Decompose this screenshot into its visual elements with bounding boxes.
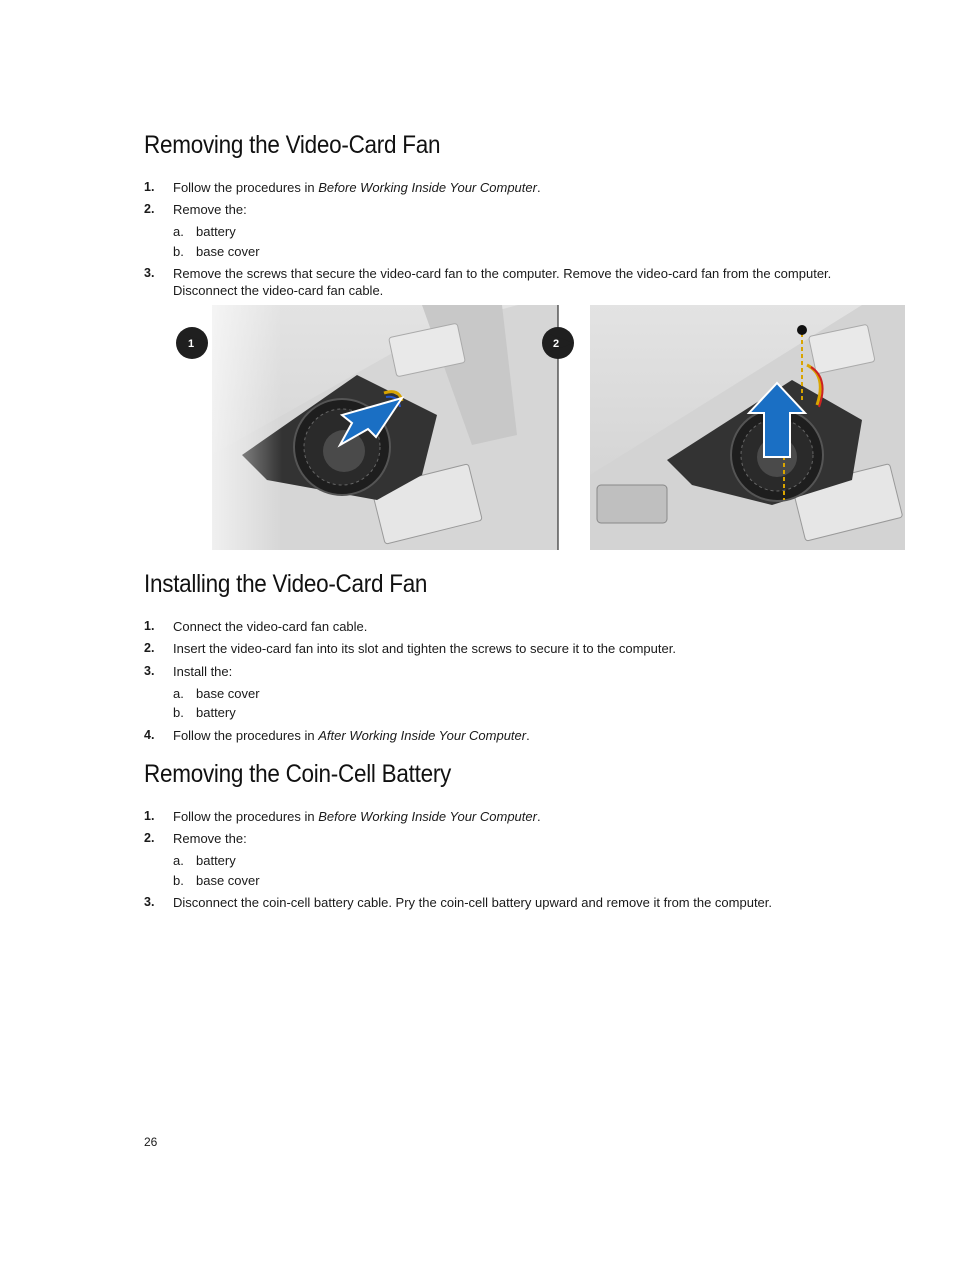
page-number: 26 xyxy=(144,1135,158,1149)
link-after-working-inside[interactable]: After Working Inside Your Computer xyxy=(318,728,527,743)
step-text: Insert the video-card fan into its slot and tighten the screws to secure it to the computer. xyxy=(173,641,676,656)
step-number: 2. xyxy=(144,641,155,655)
step-text xyxy=(173,727,863,744)
sub-item-letter: b. xyxy=(173,705,184,720)
fan-removal-illustration xyxy=(172,305,905,550)
step-text-prefix: Follow the procedures in xyxy=(173,809,319,824)
sub-item-letter: a. xyxy=(173,853,184,868)
panel-2-fan-lift xyxy=(542,305,905,550)
sub-item-letter: b. xyxy=(173,244,184,259)
step-text: Install the: xyxy=(173,664,233,679)
step-text-suffix: . xyxy=(526,728,530,743)
step-number: 1. xyxy=(144,180,155,194)
panel-1-fan-cable xyxy=(172,305,558,550)
step-text-line: Disconnect the video-card fan cable. xyxy=(173,283,384,298)
step-number: 3. xyxy=(144,266,155,280)
step-text: Remove the: xyxy=(173,831,247,846)
sub-item-text: battery xyxy=(196,705,236,720)
sub-item-text: battery xyxy=(196,224,236,239)
link-before-working-inside[interactable]: Before Working Inside Your Computer xyxy=(318,809,537,824)
step-text-suffix: . xyxy=(536,180,541,195)
step-text-line: Remove the screws that secure the video-card fan to the computer. Remove the video-card fan from the computer. xyxy=(173,266,832,281)
callout-2-icon xyxy=(542,327,574,359)
step-number: 2. xyxy=(144,831,155,845)
step-text xyxy=(173,265,863,299)
step-text-prefix: Follow the procedures in xyxy=(173,728,319,743)
section-title-removing-video-card-fan: Removing the Video-Card Fan xyxy=(144,131,441,159)
callout-1-label: 1 xyxy=(188,338,195,350)
fan-removal-figure xyxy=(172,305,905,550)
step-number: 3. xyxy=(144,895,155,909)
step-text: Remove the: xyxy=(173,202,247,217)
sub-item-letter: a. xyxy=(173,686,184,701)
step-text-prefix: Follow the procedures in xyxy=(173,180,319,195)
step-text: Connect the video-card fan cable. xyxy=(173,619,368,634)
link-before-working-inside[interactable]: Before Working Inside Your Computer xyxy=(318,180,537,195)
section-title-installing-video-card-fan: Installing the Video-Card Fan xyxy=(144,570,428,598)
sub-item-text: base cover xyxy=(196,873,260,888)
sub-item-text: base cover xyxy=(196,244,260,259)
step-text xyxy=(173,179,863,196)
step-text: Disconnect the coin-cell battery cable. Pry the coin-cell battery upward and remove it from the computer. xyxy=(173,895,773,910)
step-number: 3. xyxy=(144,664,155,678)
callout-1-icon xyxy=(176,327,208,359)
callout-2-label: 2 xyxy=(553,338,560,350)
step-text-suffix: . xyxy=(536,809,541,824)
section-title-removing-coin-cell-battery: Removing the Coin-Cell Battery xyxy=(144,760,452,788)
step-text xyxy=(173,808,863,825)
sub-item-text: base cover xyxy=(196,686,260,701)
step-number: 4. xyxy=(144,728,155,742)
sub-item-letter: b. xyxy=(173,873,184,888)
step-number: 2. xyxy=(144,202,155,216)
step-number: 1. xyxy=(144,619,155,633)
sub-item-text: battery xyxy=(196,853,236,868)
sub-item-letter: a. xyxy=(173,224,184,239)
step-number: 1. xyxy=(144,809,155,823)
